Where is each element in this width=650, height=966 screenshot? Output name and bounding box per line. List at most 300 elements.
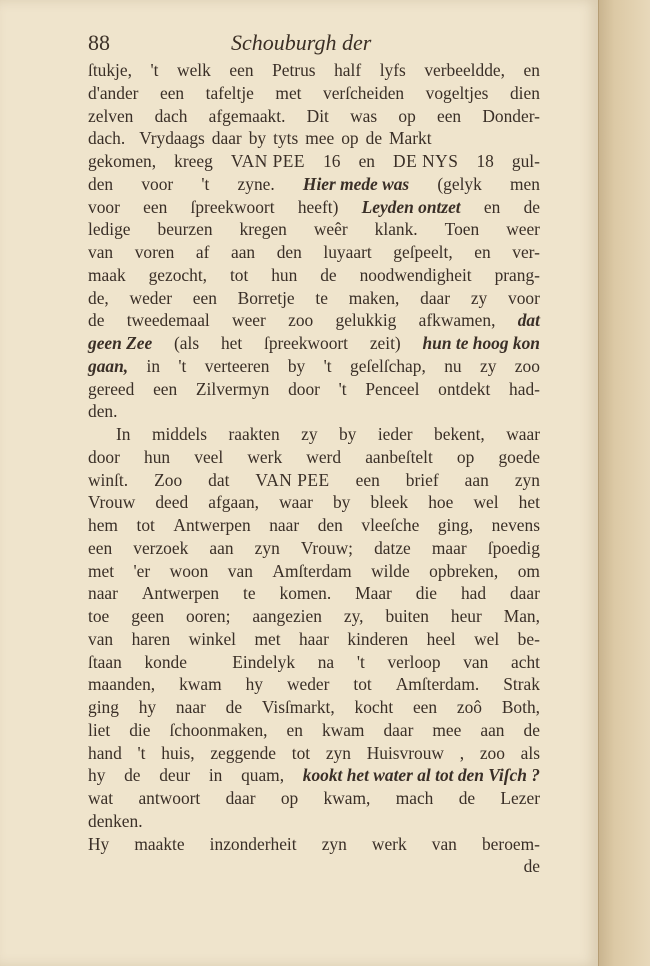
word: weder — [129, 287, 172, 308]
word: Antwerpen — [141, 583, 220, 604]
word: door — [288, 378, 320, 399]
word: het — [220, 333, 243, 353]
word: het — [518, 492, 540, 513]
word: Hier mede was — [302, 173, 410, 194]
word: dach. — [88, 128, 126, 149]
word: kreeg — [174, 151, 213, 171]
word: verteeren — [204, 355, 270, 376]
word: Both, — [501, 697, 540, 717]
word: Markt — [389, 128, 432, 149]
word: werk — [371, 833, 407, 854]
word: zyne. — [237, 173, 275, 194]
word: Dit — [306, 105, 329, 126]
text-line — [88, 673, 540, 696]
word: te — [315, 287, 328, 308]
word: 18 — [476, 151, 494, 171]
word: na — [317, 651, 335, 672]
word: gelukkig — [335, 310, 397, 331]
word: met — [88, 560, 115, 581]
word: tot — [291, 742, 311, 763]
word: middels — [151, 424, 208, 444]
word: weer — [506, 219, 540, 240]
word: hun — [271, 264, 298, 285]
text-line — [88, 82, 540, 105]
word: bleek — [370, 492, 409, 513]
word: in — [146, 355, 161, 376]
word: men — [510, 173, 540, 194]
word: half — [334, 60, 362, 80]
word: Zoo — [154, 469, 183, 490]
word: quam, — [241, 765, 285, 786]
word: VAN PEE — [230, 151, 306, 171]
word: Amſterdam. — [395, 674, 480, 695]
word: Vrouw; — [300, 537, 353, 558]
word: aangezien — [252, 606, 322, 626]
text-line — [88, 469, 540, 492]
word: afgaan, — [208, 492, 259, 513]
word: naar — [175, 697, 206, 717]
word: en — [358, 151, 375, 171]
word: nevens — [491, 515, 540, 535]
word: zoo — [514, 355, 540, 376]
word: welk — [177, 60, 211, 80]
word: naar — [88, 583, 118, 604]
word: opbreken, — [429, 560, 499, 581]
word: werd — [306, 446, 342, 467]
word: tweedemaal — [126, 310, 210, 331]
word: zy — [301, 424, 318, 444]
word: tafeltje — [205, 82, 254, 103]
word: daar — [211, 128, 242, 149]
word: Lezer — [500, 788, 540, 808]
word: een — [88, 537, 113, 558]
word: kregen — [239, 219, 287, 240]
word: voor — [88, 196, 120, 217]
word: gereed — [88, 378, 135, 399]
word: van — [463, 651, 489, 672]
word: Vrouw — [88, 492, 136, 513]
word: zy — [470, 287, 488, 308]
word: van — [88, 628, 114, 649]
word: (gelyk — [437, 173, 482, 194]
word: verſcheiden — [323, 82, 405, 103]
word: wilde — [371, 560, 410, 581]
word: , — [459, 742, 465, 763]
word: zyn — [514, 469, 540, 490]
word: wel — [473, 492, 499, 513]
text-line — [88, 173, 540, 196]
word: dien — [509, 82, 540, 103]
text-line — [88, 264, 540, 287]
word: heel — [426, 628, 456, 649]
word: kookt het water al tot den Viſch ? — [302, 765, 540, 786]
word: zy, — [343, 606, 364, 626]
word: deed — [155, 492, 189, 513]
word: zoo — [288, 310, 314, 331]
text-line — [88, 218, 540, 241]
word: mee — [305, 128, 335, 149]
word: prang- — [494, 264, 540, 285]
word: zoô — [456, 697, 483, 717]
word: de — [458, 788, 476, 808]
word: dach — [154, 105, 188, 126]
word: daar — [420, 287, 451, 308]
word: acht — [511, 651, 540, 672]
word: en — [523, 60, 540, 80]
text-line — [88, 560, 540, 583]
word: Toen — [444, 219, 480, 240]
word: buiten — [385, 606, 429, 626]
word: de — [124, 765, 141, 786]
text-line — [88, 241, 540, 264]
word: zyn — [321, 833, 347, 854]
word: de — [523, 856, 540, 877]
word: naar — [269, 515, 300, 535]
word: was — [350, 105, 378, 126]
word: gaan, — [88, 355, 129, 376]
word: op — [341, 128, 359, 149]
word: goede — [498, 446, 540, 467]
word: daar — [509, 583, 540, 604]
word: ver- — [512, 242, 540, 262]
word: heeft) — [297, 196, 339, 217]
word: Petrus — [272, 60, 316, 80]
word: tot — [136, 515, 155, 535]
word: den — [88, 173, 114, 194]
word: 'er — [133, 560, 151, 581]
word: tot — [229, 264, 249, 285]
word: beurzen — [157, 219, 213, 240]
word: weêr — [313, 219, 348, 240]
word: vleeſche — [361, 515, 420, 535]
word: aan — [209, 537, 234, 558]
text-line — [88, 378, 540, 401]
word: ontdekt — [438, 378, 491, 399]
word: nu — [444, 355, 462, 376]
word: ſchoonmaken, — [169, 719, 268, 740]
word: mach — [395, 788, 434, 808]
word: de, — [88, 287, 109, 308]
text-line — [88, 150, 540, 173]
word: hy — [138, 697, 157, 717]
word: maakte — [134, 833, 185, 854]
word: dat — [208, 469, 230, 490]
word: en — [286, 719, 303, 740]
word: voren — [134, 242, 175, 262]
word: een — [143, 196, 168, 217]
text-line — [88, 605, 540, 628]
word: by — [248, 128, 267, 149]
word: ging, — [437, 515, 474, 535]
word: Hy — [88, 833, 110, 854]
word: raakten — [228, 424, 280, 444]
word: ſpoedig — [487, 537, 540, 558]
word: ſtukje, — [88, 60, 132, 80]
word: dat — [517, 310, 540, 331]
word: Eindelyk — [232, 651, 296, 672]
word: 't — [201, 173, 210, 194]
text-line — [88, 59, 540, 82]
word: Huisvrouw — [366, 742, 444, 763]
word: heur — [450, 606, 482, 626]
word: Borretje — [237, 287, 295, 308]
word: be- — [517, 628, 540, 649]
word: Vrydaags — [139, 128, 205, 149]
word: die — [415, 583, 438, 604]
word: een — [436, 105, 462, 126]
word: hun — [144, 446, 171, 467]
word: zyn — [254, 537, 280, 558]
word: hy — [245, 674, 263, 695]
word: met — [254, 628, 281, 649]
word: voor — [508, 287, 540, 308]
word: by — [332, 492, 351, 513]
word: deur — [159, 765, 191, 786]
word: ieder — [377, 424, 413, 444]
word: gekomen, — [88, 151, 157, 171]
word: kinderen — [347, 628, 409, 649]
page-header — [88, 26, 558, 60]
text-line — [88, 400, 540, 423]
word: VAN PEE — [255, 469, 330, 490]
word: had — [460, 583, 487, 604]
text-line — [88, 196, 540, 219]
word: hy — [88, 765, 106, 786]
word: DE NYS — [393, 151, 459, 171]
text-line — [88, 287, 540, 310]
word: antwoort — [138, 788, 201, 808]
text-line — [88, 810, 540, 833]
word: de — [225, 697, 243, 717]
word: van — [88, 242, 114, 262]
word: kwam — [321, 719, 365, 740]
word: zy — [479, 355, 497, 376]
word: den. — [88, 401, 118, 422]
word: waar — [506, 424, 540, 444]
word: denken. — [88, 810, 143, 831]
word: afkwamen, — [418, 310, 496, 331]
word: haren — [131, 628, 171, 649]
word: maken, — [348, 287, 400, 308]
word: als — [520, 742, 540, 763]
word: kocht — [354, 697, 394, 717]
word: die — [129, 719, 151, 740]
word: verbeeldde, — [424, 60, 505, 80]
word: noodwendigheit — [359, 264, 472, 285]
word: hun te hoog kon — [422, 333, 540, 353]
text-line — [88, 309, 540, 332]
text-line — [88, 855, 540, 878]
word: Amſterdam — [272, 560, 352, 581]
word: met — [275, 82, 302, 103]
word: 't — [323, 355, 332, 376]
word: 't — [137, 742, 146, 763]
page-number: 88 — [88, 30, 110, 55]
word: vogeltjes — [425, 82, 489, 103]
word: klank. — [374, 219, 418, 240]
word: geſpeelt, — [393, 242, 453, 262]
word: datze — [374, 537, 411, 558]
word: geſelſchap, — [350, 355, 426, 376]
body-text — [88, 59, 540, 878]
word: maak — [88, 264, 126, 285]
text-line — [88, 355, 540, 378]
word: bekent, — [434, 424, 485, 444]
text-line — [88, 537, 540, 560]
word: en — [474, 242, 491, 262]
text-line — [88, 833, 540, 856]
text-line — [88, 491, 540, 514]
word: de — [365, 128, 383, 149]
word: een — [355, 469, 380, 490]
word: geen — [131, 606, 165, 626]
word: had- — [509, 378, 540, 399]
word: aanbeſtelt — [365, 446, 433, 467]
word: afgemaakt. — [208, 105, 286, 126]
word: daar — [225, 788, 256, 808]
word: winſt. — [88, 469, 129, 490]
word: by — [287, 355, 306, 376]
word: de — [88, 310, 105, 331]
word: verzoek — [133, 537, 189, 558]
running-head: Schouburgh der — [231, 30, 372, 55]
word: toe — [88, 606, 110, 626]
text-line — [88, 628, 540, 651]
word: Zilvermyn — [195, 378, 270, 399]
word: aan — [230, 242, 256, 262]
word: weer — [232, 310, 266, 331]
word: inzonderheit — [209, 833, 297, 854]
word: werk — [247, 446, 283, 467]
word: Donder- — [482, 105, 540, 126]
word: (als — [174, 333, 200, 353]
text-line — [88, 787, 540, 810]
word: van — [227, 560, 253, 581]
word: weder — [286, 674, 330, 695]
word: den — [276, 242, 302, 262]
word: luyaart — [323, 242, 372, 262]
text-line — [88, 332, 540, 355]
text-line — [88, 764, 540, 787]
word: 16 — [323, 151, 341, 171]
page-edge — [598, 0, 650, 966]
word: hem — [88, 515, 118, 535]
word: liet — [88, 719, 111, 740]
word: een — [153, 378, 178, 399]
word: een — [159, 82, 185, 103]
word: op — [398, 105, 416, 126]
word: winkel — [188, 628, 236, 649]
word: wat — [88, 788, 114, 808]
word: In — [116, 424, 131, 444]
word: ſpreekwoort — [190, 196, 275, 217]
word: Leyden ontzet — [361, 196, 461, 217]
word: de — [320, 264, 337, 285]
word: zeggende — [210, 742, 276, 763]
word: ging — [88, 697, 119, 717]
text-line — [88, 446, 540, 469]
word: beroem- — [481, 833, 540, 854]
word: zyn — [325, 742, 351, 763]
word: geen Zee — [88, 333, 153, 353]
text-line — [88, 105, 540, 128]
word: 't — [178, 355, 187, 376]
word: woon — [169, 560, 209, 581]
text-line — [88, 742, 540, 765]
word: door — [88, 446, 120, 467]
word: kwam — [179, 674, 222, 695]
word: tot — [353, 674, 372, 695]
word: op — [280, 788, 299, 808]
text-line — [88, 127, 540, 150]
word: Antwerpen — [173, 515, 251, 535]
word: Man, — [503, 606, 540, 626]
word: maar — [431, 537, 467, 558]
word: om — [517, 560, 540, 581]
word: komen. — [279, 583, 332, 604]
word: daar — [383, 719, 414, 740]
word: ledige — [88, 219, 131, 240]
word: en — [483, 196, 501, 217]
word: d'ander — [88, 82, 139, 103]
word: zoo — [479, 742, 505, 763]
word: ſpreekwoort — [263, 333, 349, 353]
text-line — [88, 582, 540, 605]
word: Penceel — [365, 378, 420, 399]
word: hand — [88, 742, 122, 763]
word: mee — [432, 719, 462, 740]
word: maanden, — [88, 674, 156, 695]
word: den — [317, 515, 343, 535]
word: op — [456, 446, 475, 467]
word: gezocht, — [148, 264, 208, 285]
word: 't — [338, 378, 347, 399]
word: te — [243, 583, 256, 604]
word: haar — [298, 628, 329, 649]
word: zeit) — [369, 333, 401, 353]
word: Strak — [503, 674, 540, 695]
word: een — [229, 60, 254, 80]
word: een — [412, 697, 438, 717]
text-line — [88, 719, 540, 742]
word: verloop — [387, 651, 441, 672]
text-line — [88, 423, 540, 446]
word: lyfs — [379, 60, 406, 80]
text-line — [88, 651, 540, 674]
word: huis, — [161, 742, 195, 763]
word: brief — [405, 469, 439, 490]
word: wel — [474, 628, 500, 649]
word: gul- — [511, 151, 540, 171]
word: 't — [150, 60, 159, 80]
word: aan — [480, 719, 505, 740]
word: af — [195, 242, 210, 262]
word: kwam, — [323, 788, 371, 808]
word: de — [523, 719, 540, 740]
word: de — [523, 196, 540, 217]
text-line — [88, 696, 540, 719]
word: ooren; — [186, 606, 231, 626]
word: van — [431, 833, 457, 854]
word: voor — [141, 173, 174, 194]
word: Visſmarkt, — [261, 697, 335, 717]
word: hoe — [428, 492, 454, 513]
text-line — [88, 514, 540, 537]
word: in — [208, 765, 223, 786]
word: by — [338, 424, 357, 444]
word: konde — [144, 651, 187, 672]
word: Maar — [355, 583, 392, 604]
